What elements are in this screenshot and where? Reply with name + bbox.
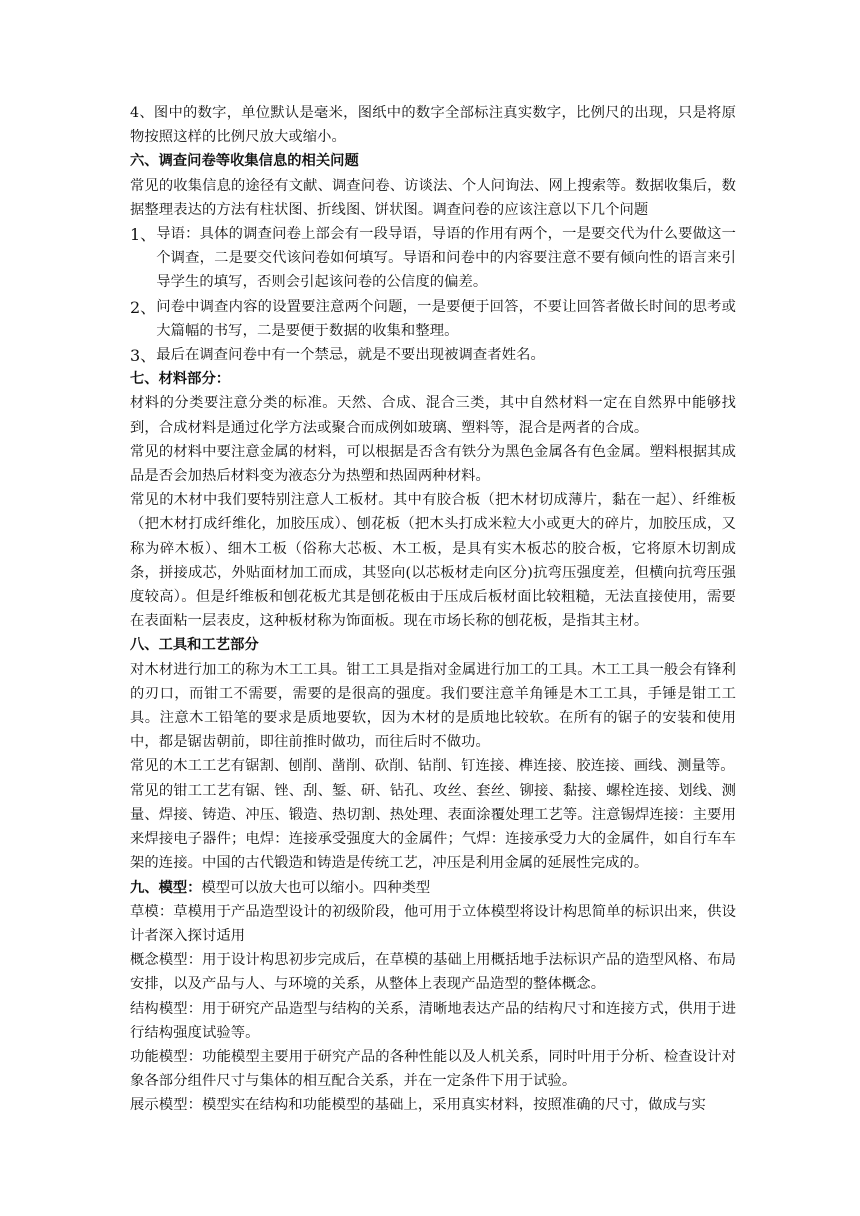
section-9-paragraph: 草模：草模用于产品造型设计的初级阶段，他可用于立体模型将设计构思简单的标识出来，供设计者深入探讨适用 [130, 903, 736, 944]
section-9-paragraph: 功能模型：功能模型主要用于研究产品的各种性能以及人机关系，同时叶用于分析、检查设计对象各部分组件尺寸与集体的相互配合关系，并在一定条件下用于试验。 [130, 1048, 736, 1090]
list-text: 最后在调查问卷中有一个禁忌，就是不要出现被调查者姓名。 [156, 347, 545, 364]
section-8-heading: 八、工具和工艺部分 [130, 637, 259, 654]
section-7-paragraph: 材料的分类要注意分类的标准。天然、合成、混合三类，其中自然材料一定在自然界中能够找到，合成材料是通过化学方法或聚合而成例如玻璃、塑料等，混合是两者的合成。 [130, 395, 736, 436]
section-8-paragraph: 常见的钳工工艺有锯、锉、刮、錾、研、钻孔、攻丝、套丝、铆接、黏接、螺栓连接、划线、测量、焊接、铸造、冲压、锻造、热切割、热处理、表面涂覆处理工艺等。注意锡焊连接：主要用来焊接电子器件；电焊：连接承受强度大的金属件；气焊：连接承受力大的金属件，如自行车车架的连接。中国的古代锻造和铸造是传统工艺，冲压是利用金属的延展性完成的。 [130, 782, 736, 872]
section-7-paragraph: 常见的材料中要注意金属的材料，可以根据是否含有铁分为黑色金属各有色金属。塑料根据其成品是否会加热后材料变为液态分为热塑和热固两种材料。 [130, 443, 736, 485]
section-9-subtitle: 模型可以放大也可以缩小。四种类型 [201, 879, 431, 896]
list-number: 2、 [130, 297, 157, 317]
list-text: 问卷中调查内容的设置要注意两个问题，一是要便于回答，不要让回答者做长时间的思考或大篇幅的书写，二是要便于数据的收集和整理。 [156, 298, 736, 339]
section-9-paragraph: 展示模型：模型实在结构和功能模型的基础上，采用真实材料，按照准确的尺寸，做成与实 [130, 1097, 706, 1114]
section-9-paragraph: 概念模型：用于设计构思初步完成后，在草模的基础上用概括地手法标识产品的造型风格、布局安排，以及产品与人、与环境的关系，从整体上表现产品造型的整体概念。 [130, 952, 736, 993]
section-7-heading: 七、材料部分： [130, 371, 231, 388]
paragraph-scale-note: 4、图中的数字，单位默认是毫米，图纸中的数字全部标注真实数字，比例尺的出现，只是将原物按照这样的比例尺放大或缩小。 [130, 105, 736, 146]
list-item [130, 343, 736, 367]
list-number: 1、 [130, 225, 157, 245]
section-9-title: 九、模型： [130, 879, 202, 896]
section-9-paragraph: 结构模型：用于研究产品造型与结构的关系，清晰地表达产品的结构尺寸和连接方式，供用于进行结构强度试验等。 [130, 1000, 736, 1041]
list-item [130, 222, 736, 295]
section-6-heading: 六、调查问卷等收集信息的相关问题 [130, 153, 359, 170]
list-item [130, 295, 736, 343]
section-7-paragraph: 常见的木材中我们要特别注意人工板材。其中有胶合板（把木材切成薄片，黏在一起）、纤维板（把木材打成纤维化，加胶压成）、刨花板（把木头打成米粒大小或更大的碎片，加胶压成，又称为碎木板）、细木工板（俗称大芯板、木工板，是具有实木板芯的胶合板，它将原木切割成条，拼接成芯，外贴面材加工而成，其竖向(以芯板材走向区分)抗弯压强度差，但横向抗弯压强度较高）。但是纤维板和刨花板尤其是刨花板由于压成后板材面比较粗糙，无法直接使用，需要在表面粘一层表皮，这种板材称为饰面板。现在市场长称的刨花板，是指其主材。 [130, 492, 736, 630]
list-text: 导语：具体的调查问卷上部会有一段导语，导语的作用有两个，一是要交代为什么要做这一个调查，二是要交代该问卷如何填写。导语和问卷中的内容要注意不要有倾向性的语言来引导学生的填写，否则会引起该问卷的公信度的偏差。 [156, 226, 736, 291]
section-8-paragraph: 常见的木工工艺有锯割、刨削、凿削、砍削、钻削、钉连接、榫连接、胶连接、画线、测量等。 [130, 758, 735, 775]
section-9-heading [130, 876, 736, 900]
section-6-paragraph: 常见的收集信息的途径有文献、调查问卷、访谈法、个人问询法、网上搜索等。数据收集后，数据整理表达的方法有柱状图、折线图、饼状图。调查问卷的应该注意以下几个问题 [130, 177, 736, 218]
section-8-paragraph: 对木材进行加工的称为木工工具。钳工工具是指对金属进行加工的工具。木工工具一般会有锋利的刃口，而钳工不需要，需要的是很高的强度。我们要注意羊角锤是木工工具，手锤是钳工工具。注意木工铅笔的要求是质地要软，因为木材的是质地比较软。在所有的锯子的安装和使用中，都是锯齿朝前，即往前推时做功，而往后时不做功。 [130, 661, 736, 751]
list-number: 3、 [130, 346, 157, 366]
